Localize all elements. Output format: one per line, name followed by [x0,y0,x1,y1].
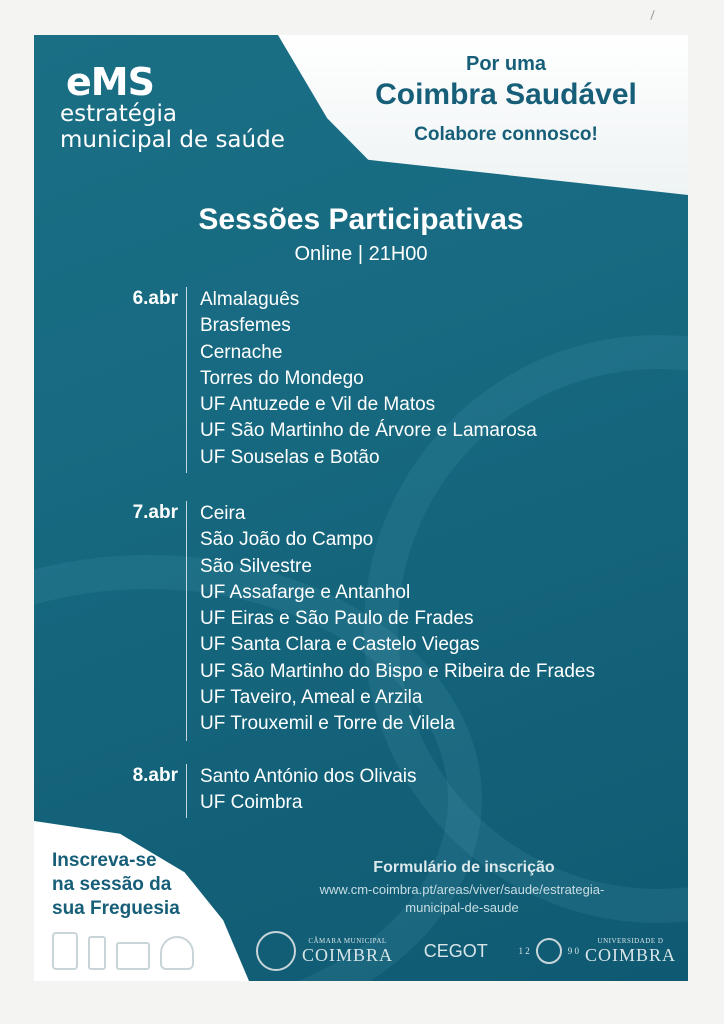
location-list [200,501,595,738]
form-url-line-2[interactable]: municipal-de-saude [405,900,519,915]
form-url[interactable] [272,881,652,917]
location-item: Torres do Mondego [200,367,364,389]
uc-small-text: UNIVERSIDADE D [597,936,664,945]
location-item: Almalaguês [200,289,300,310]
headset-icon [160,936,194,970]
uc-year-left: 1 2 [518,946,530,956]
location-item: UF Trouxemil e Torre de Vilela [200,713,455,735]
uc-logo [518,937,676,966]
location-list [200,764,417,817]
scan-mark [650,10,654,20]
day-divider [186,764,187,818]
sessions-title: Sessões Participativas [198,203,524,236]
desktop-icon [116,942,150,970]
location-item: UF São Martinho do Bispo e Ribeira de Frades [200,660,595,682]
day-label: 6.abr [132,288,178,309]
location-item: UF São Martinho de Árvore e Lamarosa [200,420,537,442]
location-item: UF Antuzede e Vil de Matos [200,394,436,416]
cm-big-text: COIMBRA [302,944,394,965]
logo [60,60,285,153]
form-title: Formulário de inscrição [373,859,555,876]
cta-line-2: na sessão da [52,874,172,895]
headline-line-1: Por uma [465,53,547,75]
headline-line-3: Colabore connosco! [414,124,598,145]
location-item: Santo António dos Olivais [200,766,417,787]
location-list [200,287,537,471]
uc-seal-icon [536,938,562,964]
cegot-logo: CEGOT [423,940,488,961]
cta-line-1: Inscreva-se [52,850,157,871]
logo-line-2: municipal de saúde [60,127,285,153]
logo-line-1: estratégia [60,101,177,127]
headline [356,53,656,146]
location-item: UF Souselas e Botão [200,446,380,468]
partner-logos [256,931,676,971]
location-item: UF Taveiro, Ameal e Arzila [200,687,423,709]
location-item: São Silvestre [200,555,312,577]
headline-line-2: Coimbra Saudável [375,78,637,111]
cm-coimbra-logo [256,931,393,971]
location-item: Ceira [200,503,246,524]
sessions-subtitle: Online | 21H00 [294,243,428,265]
coat-of-arms-icon [256,931,296,971]
location-item: Brasfemes [200,315,291,337]
tablet-icon [52,932,78,970]
day-divider [186,501,187,741]
day-divider [186,287,187,473]
location-item: São João do Campo [200,529,374,551]
location-item: UF Santa Clara e Castelo Viegas [200,634,480,656]
uc-year-right: 9 0 [567,946,579,956]
cm-small-text: CÂMARA MUNICIPAL [308,936,387,945]
poster [34,35,688,981]
logo-mark: eMS [66,60,154,104]
location-item: UF Coimbra [200,792,303,814]
uc-big-text: COIMBRA [584,944,676,965]
device-icons [52,932,194,970]
cta-line-3: sua Freguesia [52,898,180,919]
location-item: UF Assafarge e Antanhol [200,581,411,603]
phone-icon [88,936,106,970]
location-item: UF Eiras e São Paulo de Frades [200,608,474,630]
location-item: Cernache [200,341,283,363]
day-label: 8.abr [132,765,178,786]
form-url-line-1[interactable]: www.cm-coimbra.pt/areas/viver/saude/estrategia- [319,882,605,897]
cta-text [52,849,180,921]
day-label: 7.abr [132,502,178,523]
